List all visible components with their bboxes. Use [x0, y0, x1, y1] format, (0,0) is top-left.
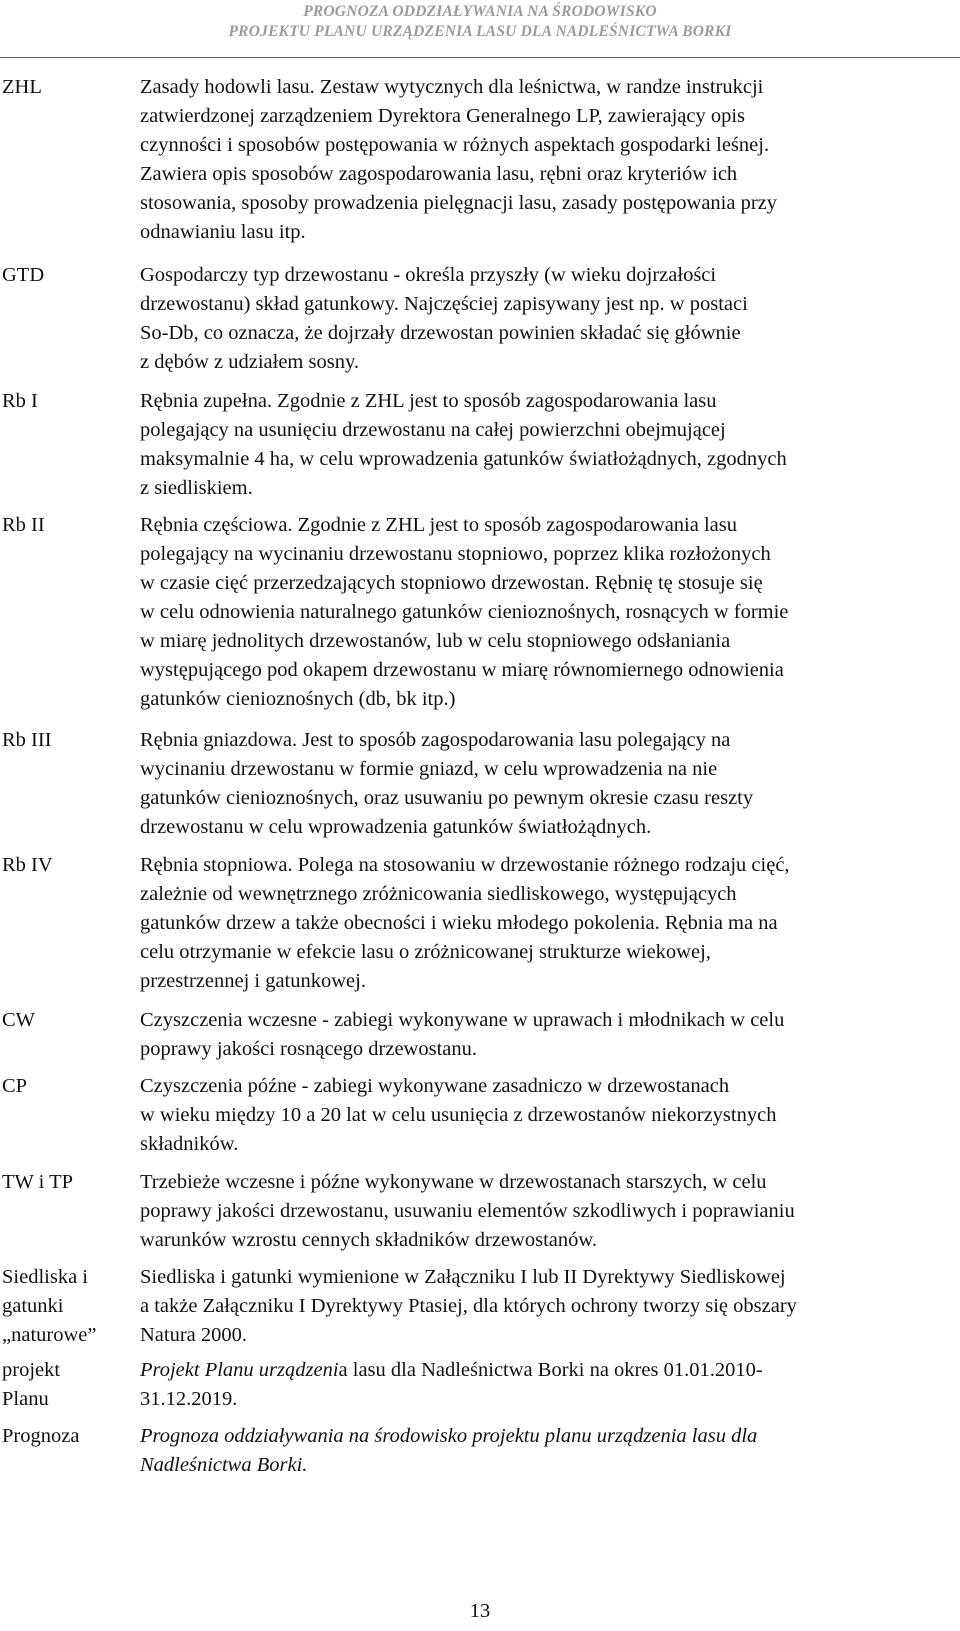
definition-text: a lasu dla Nadleśnictwa Borki na okres 01.01.2010- — [338, 1359, 763, 1381]
definition-cw — [140, 1006, 960, 1064]
definition-line: Prognoza oddziaływania na środowisko projektu planu urządzenia lasu dla — [140, 1425, 758, 1447]
definition-siedliska — [140, 1263, 960, 1350]
term-line: gatunki — [2, 1295, 64, 1317]
definition-line: zależnie od wewnętrznego zróżnicowania siedliskowego, występujących — [140, 883, 737, 905]
definition-projekt-planu — [140, 1356, 960, 1414]
definition-rb-ii — [140, 511, 960, 714]
definition-line: Trzebieże wczesne i późne wykonywane w drzewostanach starszych, w celu — [140, 1171, 767, 1193]
term-projekt-planu — [2, 1356, 137, 1414]
header-rule — [0, 57, 960, 58]
header-line-1: PROGNOZA ODDZIAŁYWANIA NA ŚRODOWISKO — [303, 3, 657, 20]
definition-line: poprawy jakości rosnącego drzewostanu. — [140, 1038, 477, 1060]
definition-line: składników. — [140, 1133, 239, 1155]
definition-line: drzewostanu) skład gatunkowy. Najczęściej zapisywany jest np. w postaci — [140, 293, 748, 315]
definition-rb-iii — [140, 726, 960, 842]
definition-line: przestrzennej i gatunkowej. — [140, 970, 366, 992]
definition-line: występującego pod okapem drzewostanu w miarę równomiernego odnowienia — [140, 659, 784, 681]
definition-line: czynności i sposobów postępowania w różnych aspektach gospodarki leśnej. — [140, 134, 770, 156]
definition-prognoza — [140, 1422, 960, 1480]
definition-line: stosowania, sposoby prowadzenia pielęgnacji lasu, zasady postępowania przy — [140, 192, 778, 214]
definition-line: wycinaniu drzewostanu w formie gniazd, w celu wprowadzenia na nie — [140, 758, 718, 780]
term-zhl: ZHL — [2, 76, 42, 98]
definition-line: 31.12.2019. — [140, 1388, 238, 1410]
definition-rb-iv — [140, 851, 960, 996]
definition-line: Zasady hodowli lasu. Zestaw wytycznych dla leśnictwa, w randze instrukcji — [140, 76, 764, 98]
definition-line: gatunków cienioznośnych (db, bk itp.) — [140, 688, 456, 710]
definition-line: z siedliskiem. — [140, 477, 253, 499]
term-tw-tp: TW i TP — [2, 1171, 73, 1193]
definition-line: Rębnia zupełna. Zgodnie z ZHL jest to sposób zagospodarowania lasu — [140, 390, 717, 412]
definition-line: drzewostanu w celu wprowadzenia gatunków światłożądnych. — [140, 816, 652, 838]
definition-line: gatunków cienioznośnych, oraz usuwaniu po pewnym okresie czasu reszty — [140, 787, 754, 809]
term-cw: CW — [2, 1009, 36, 1031]
definition-gtd — [140, 261, 960, 377]
definition-cp — [140, 1072, 960, 1159]
term-cp: CP — [2, 1075, 28, 1097]
definition-line: Zawiera opis sposobów zagospodarowania lasu, rębni oraz kryteriów ich — [140, 163, 738, 185]
definition-line: z dębów z udziałem sosny. — [140, 351, 359, 373]
term-rb-i: Rb I — [2, 390, 38, 412]
definition-line: Rębnia częściowa. Zgodnie z ZHL jest to sposób zagospodarowania lasu — [140, 514, 737, 536]
definition-line: poprawy jakości drzewostanu, usuwaniu elementów szkodliwych i poprawianiu — [140, 1200, 795, 1222]
definition-line: Siedliska i gatunki wymienione w Załączniku I lub II Dyrektywy Siedliskowej — [140, 1266, 786, 1288]
definition-line: Gospodarczy typ drzewostanu - określa przyszły (w wieku dojrzałości — [140, 264, 717, 286]
term-line: Siedliska i — [2, 1266, 88, 1288]
definition-line: So-Db, co oznacza, że dojrzały drzewostan powinien składać się głównie — [140, 322, 741, 344]
term-siedliska — [2, 1263, 137, 1350]
term-line: projekt — [2, 1359, 61, 1381]
definition-line: Czyszczenia wczesne - zabiegi wykonywane w uprawach i młodnikach w celu — [140, 1009, 785, 1031]
definition-line: zatwierdzonej zarządzeniem Dyrektora Generalnego LP, zawierający opis — [140, 105, 746, 127]
definition-zhl — [140, 73, 960, 247]
definition-line: w celu odnowienia naturalnego gatunków cienioznośnych, rosnących w formie — [140, 601, 789, 623]
term-rb-iv: Rb IV — [2, 854, 53, 876]
definition-line: warunków wzrostu cennych składników drzewostanów. — [140, 1229, 597, 1251]
definition-line: a także Załączniku I Dyrektywy Ptasiej, dla których ochrony tworzy się obszary — [140, 1295, 797, 1317]
definition-line: polegający na usunięciu drzewostanu na całej powierzchni obejmującej — [140, 419, 726, 441]
page-number: 13 — [469, 1600, 491, 1622]
term-line: „naturowe” — [2, 1324, 97, 1346]
definition-rb-i — [140, 387, 960, 503]
definition-line: Natura 2000. — [140, 1324, 248, 1346]
definition-line: w wieku między 10 a 20 lat w celu usunięcia z drzewostanów niekorzystnych — [140, 1104, 777, 1126]
definition-line: Rębnia stopniowa. Polega na stosowaniu w drzewostanie różnego rodzaju cięć, — [140, 854, 790, 876]
definition-line: celu otrzymanie w efekcie lasu o zróżnicowanej strukturze wiekowej, — [140, 941, 711, 963]
term-rb-ii: Rb II — [2, 514, 45, 536]
definition-line: w czasie cięć przerzedzających stopniowo drzewostan. Rębnię tę stosuje się — [140, 572, 763, 594]
definition-line: Czyszczenia późne - zabiegi wykonywane zasadniczo w drzewostanach — [140, 1075, 730, 1097]
definition-line: polegający na wycinaniu drzewostanu stopniowo, poprzez klika rozłożonych — [140, 543, 771, 565]
italic-title: Projekt Planu urządzeni — [140, 1359, 339, 1381]
definition-line: Nadleśnictwa Borki. — [140, 1454, 308, 1476]
term-gtd: GTD — [2, 264, 45, 286]
definition-line: odnawianiu lasu itp. — [140, 221, 306, 243]
definition-line: Rębnia gniazdowa. Jest to sposób zagospodarowania lasu polegający na — [140, 729, 731, 751]
term-rb-iii: Rb III — [2, 729, 52, 751]
definition-line: maksymalnie 4 ha, w celu wprowadzenia gatunków światłożądnych, zgodnych — [140, 448, 787, 470]
definition-line: w miarę jednolitych drzewostanów, lub w celu stopniowego odsłaniania — [140, 630, 731, 652]
definition-tw-tp — [140, 1168, 960, 1255]
term-line: Planu — [2, 1388, 49, 1410]
term-prognoza: Prognoza — [2, 1425, 80, 1447]
header-line-2: PROJEKTU PLANU URZĄDZENIA LASU DLA NADLEŚNICTWA BORKI — [228, 23, 732, 40]
definition-line: gatunków drzew a także obecności i wieku młodego pokolenia. Rębnia ma na — [140, 912, 778, 934]
definition-line — [140, 1356, 960, 1385]
